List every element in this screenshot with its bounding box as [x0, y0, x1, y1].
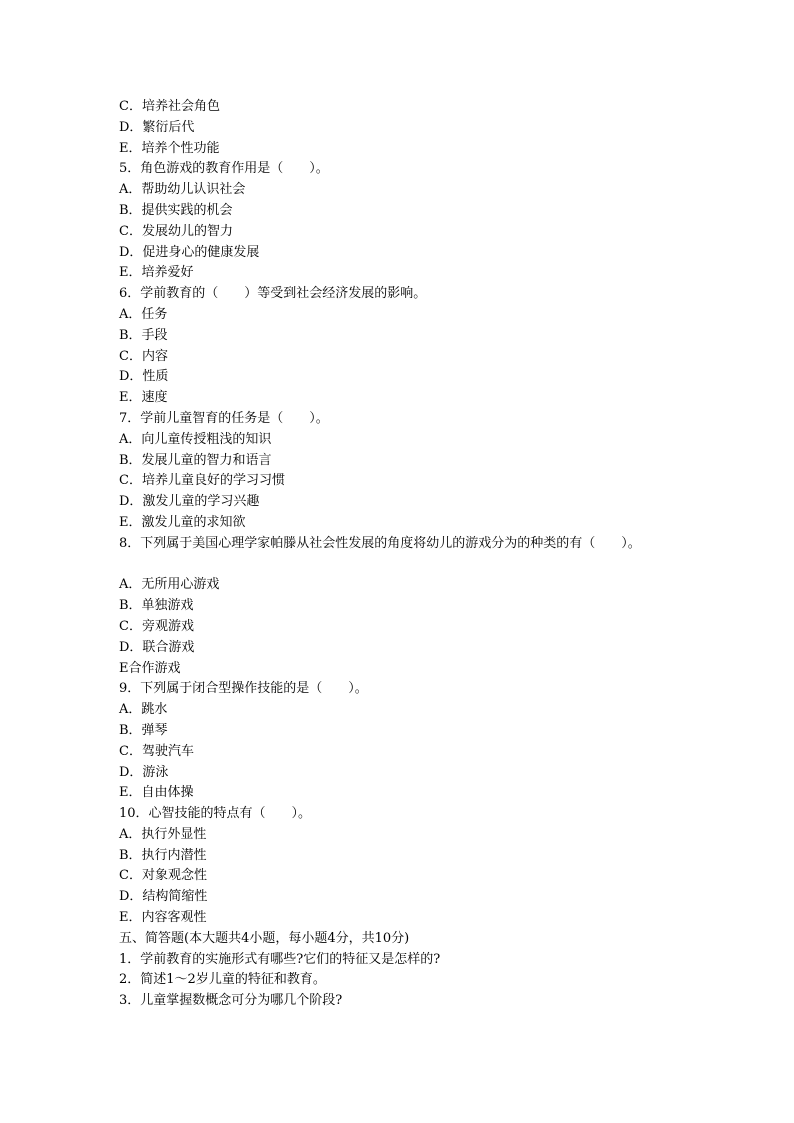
- q10-option-a: A．执行外显性: [119, 826, 207, 842]
- q5-option-e: E．培养爱好: [119, 265, 194, 281]
- q8-option-c: C．旁观游戏: [119, 618, 194, 634]
- q7-option-d: D．激发儿童的学习兴趣: [119, 494, 260, 510]
- question-7: 7．学前儿童智育的任务是（ ）。: [119, 410, 329, 426]
- short-answer-3: 3．儿童掌握数概念可分为哪几个阶段?: [119, 993, 343, 1009]
- short-answer-1: 1．学前教育的实施形式有哪些?它们的特征又是怎样的?: [119, 951, 441, 967]
- q5-option-d: D．促进身心的健康发展: [119, 244, 260, 260]
- q5-option-a: A．帮助幼儿认识社会: [119, 182, 246, 198]
- q7-option-a: A．向儿童传授粗浅的知识: [119, 431, 272, 447]
- question-9: 9．下列属于闭合型操作技能的是（ ）。: [119, 681, 368, 697]
- option-e-line: E．培养个性功能: [119, 140, 220, 156]
- q8-option-a: A．无所用心游戏: [119, 577, 220, 593]
- q7-option-c: C．培养儿童良好的学习习惯: [119, 473, 285, 489]
- question-6: 6．学前教育的（ ）等受到社会经济发展的影响。: [119, 286, 427, 302]
- q10-option-c: C．对象观念性: [119, 868, 207, 884]
- q10-option-e: E．内容客观性: [119, 910, 207, 926]
- q9-option-c: C．驾驶汽车: [119, 743, 194, 759]
- q5-option-c: C．发展幼儿的智力: [119, 223, 233, 239]
- q10-option-d: D．结构简缩性: [119, 889, 208, 905]
- option-d-line: D．繁衍后代: [119, 119, 195, 135]
- q9-option-a: A．跳水: [119, 702, 168, 718]
- q9-option-d: D．游泳: [119, 764, 169, 780]
- blank-line: [119, 555, 719, 576]
- q10-option-b: B．执行内潜性: [119, 847, 207, 863]
- question-10: 10．心智技能的特点有（ ）。: [119, 806, 312, 822]
- q7-option-e: E．激发儿童的求知欲: [119, 514, 246, 530]
- q5-option-b: B．提供实践的机会: [119, 202, 233, 218]
- document-page: [119, 97, 719, 1012]
- q6-option-c: C．内容: [119, 348, 168, 364]
- q7-option-b: B．发展儿童的智力和语言: [119, 452, 272, 468]
- option-c-line: C．培养社会角色: [119, 99, 220, 114]
- question-5: 5．角色游戏的教育作用是（ ）。: [119, 161, 329, 177]
- q6-option-a: A．任务: [119, 306, 168, 322]
- q6-option-d: D．性质: [119, 369, 169, 385]
- short-answer-2: 2．简述1～2岁儿童的特征和教育。: [119, 972, 326, 988]
- question-8: 8．下列属于美国心理学家帕滕从社会性发展的角度将幼儿的游戏分为的种类的有（ ）。: [119, 535, 641, 551]
- q6-option-b: B．手段: [119, 327, 168, 343]
- q9-option-b: B．弹琴: [119, 722, 168, 738]
- q8-option-b: B．单独游戏: [119, 598, 194, 614]
- section-heading-short-answer: 五、简答题(本大题共4小题，每小题4分，共10分): [119, 930, 410, 946]
- q9-option-e: E．自由体操: [119, 785, 194, 801]
- q8-option-d: D．联合游戏: [119, 639, 195, 655]
- q8-option-e: E合作游戏: [119, 660, 181, 676]
- q6-option-e: E．速度: [119, 390, 168, 406]
